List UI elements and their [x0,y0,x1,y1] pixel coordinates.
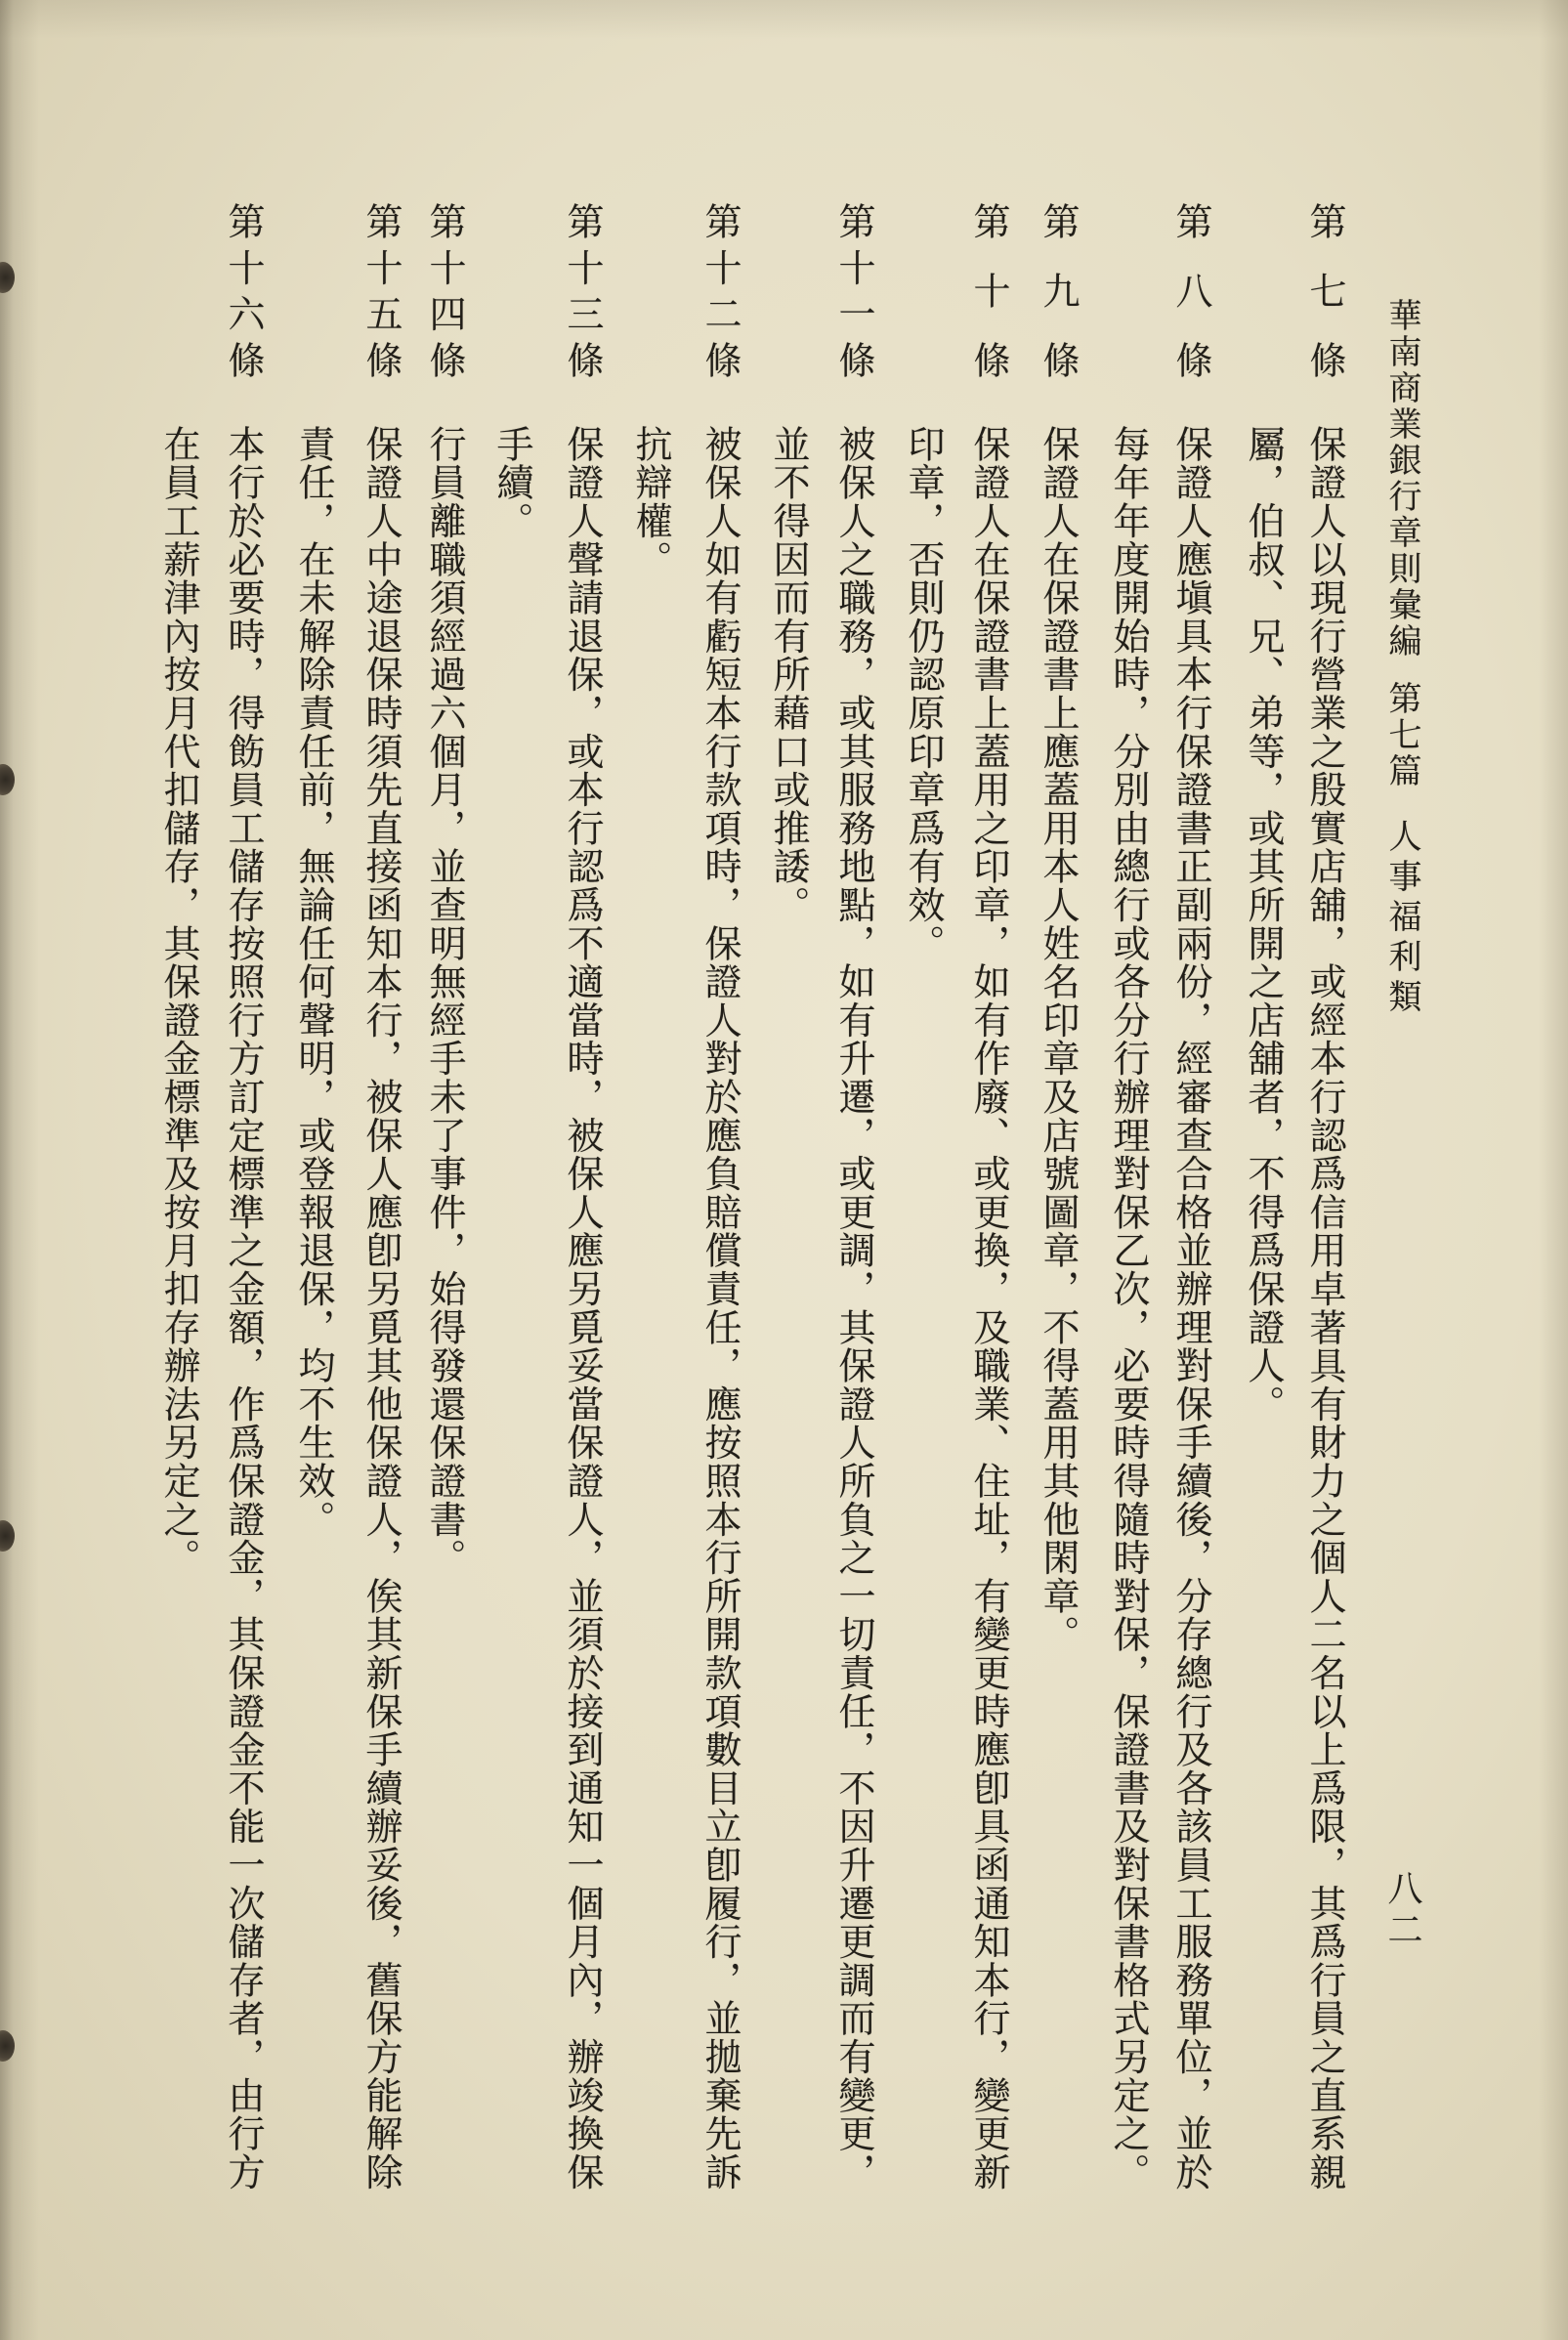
category-title: 人事福利類 [1382,819,1421,1019]
article-text-line: 保證人聲請退保，或本行認爲不適當時，被保人應另覓妥當保證人，並須於接到通知一個月內，辦竣換保 [561,425,604,2191]
article-label: 第十三條 [561,202,604,378]
article-text-line: 行員離職須經過六個月，並查明無經手未了事件，始得發還保證書。 [423,425,466,1577]
binding-hole [0,764,15,795]
article-label: 第十五條 [360,202,403,378]
article-label: 第十一條 [832,202,875,378]
article-text-line: 被保人之職務，或其服務地點，如有升遷，或更調，其保證人所負之一切責任，不因升遷更調而有變更， [832,425,875,2191]
article-text-line: 本行於必要時，得飭員工儲存按照行方訂定標準之金額，作爲保證金，其保證金不能一次儲存者，由行方 [222,425,265,2191]
article-label: 第十二條 [699,202,742,378]
article-text-line: 每年年度開始時，分別由總行或各分行辦理對保乙次，必要時得隨時對保，保證書及對保書格式另定之。 [1107,425,1150,2191]
article-text-line: 印章，否則仍認原印章爲有效。 [902,425,945,963]
article-text-line: 保證人以現行營業之殷實店舖，或經本行認爲信用卓著具有財力之個人二名以上爲限，其爲行員之直系親 [1303,425,1346,2191]
article-label: 第十四條 [423,202,466,378]
binding-hole [0,2030,15,2062]
article-text-line: 保證人在保證書上應蓋用本人姓名印章及店號圖章，不得蓋用其他閑章。 [1037,425,1080,1654]
article-text-line: 在員工薪津內按月代扣儲存，其保證金標準及按月扣存辦法另定之。 [157,425,200,1577]
article-text-line: 手續。 [490,425,533,540]
article-text-line: 屬，伯叔、兄、弟等，或其所開之店舖者，不得爲保證人。 [1242,425,1285,1424]
article-text-line: 責任，在未解除責任前，無論任何聲明，或登報退保，均不生效。 [292,425,335,1539]
binding-hole [0,1520,15,1552]
article-label: 第八條 [1169,202,1212,378]
article-label: 第九條 [1037,202,1080,378]
article-text-line: 抗辯權。 [629,425,672,579]
article-text-line: 被保人如有虧短本行款項時，保證人對於應負賠償責任，應按照本行所開款項數目立卽履行，並拋棄先訴 [699,425,742,2191]
page-number: 八二 [1382,1870,1422,1952]
running-header [1380,298,1423,1019]
article-label: 第十條 [967,202,1010,378]
book-title: 華南商業銀行章則彙編 [1382,298,1421,659]
article-text-line: 並不得因而有所藉口或推諉。 [767,425,810,924]
binding-hole [0,262,15,293]
article-label: 第七條 [1303,202,1346,378]
article-text-line: 保證人在保證書上蓋用之印章，如有作廢、或更換，及職業、住址，有變更時應卽具函通知本行，變更新 [967,425,1010,2191]
article-text-line: 保證人中途退保時須先直接函知本行，被保人應卽另覓其他保證人，俟其新保手續辦妥後，舊保方能解除 [360,425,403,2191]
article-label: 第十六條 [222,202,265,378]
part-title: 第七篇 [1382,681,1421,789]
article-text-line: 保證人應塡具本行保證書正副兩份，經審查合格並辦理對保手續後，分存總行及各該員工服務單位，並於 [1169,425,1212,2191]
